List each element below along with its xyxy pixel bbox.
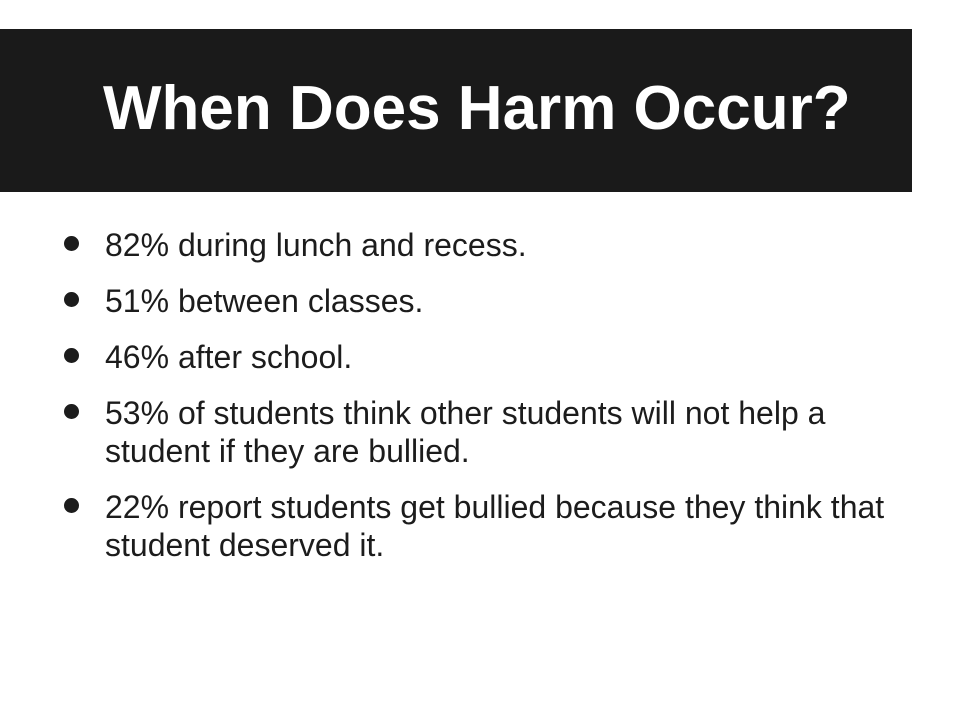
slide-title: When Does Harm Occur? (103, 74, 851, 143)
bullet-item (64, 394, 894, 470)
bullet-icon (64, 292, 79, 307)
bullet-text: 51% between classes. (105, 283, 424, 319)
bullet-list (64, 226, 894, 582)
bullet-item (64, 226, 894, 264)
bullet-text: 46% after school. (105, 339, 353, 375)
bullet-icon (64, 348, 79, 363)
bullet-text: 82% during lunch and recess. (105, 227, 527, 263)
bullet-icon (64, 498, 79, 513)
bullet-item (64, 488, 894, 564)
bullet-text: 53% of students think other students will not help a student if they are bullied. (105, 395, 826, 469)
bullet-text: 22% report students get bullied because they think that student deserved it. (105, 489, 885, 563)
bullet-icon (64, 236, 79, 251)
bullet-item (64, 338, 894, 376)
bullet-icon (64, 404, 79, 419)
bullet-item (64, 282, 894, 320)
